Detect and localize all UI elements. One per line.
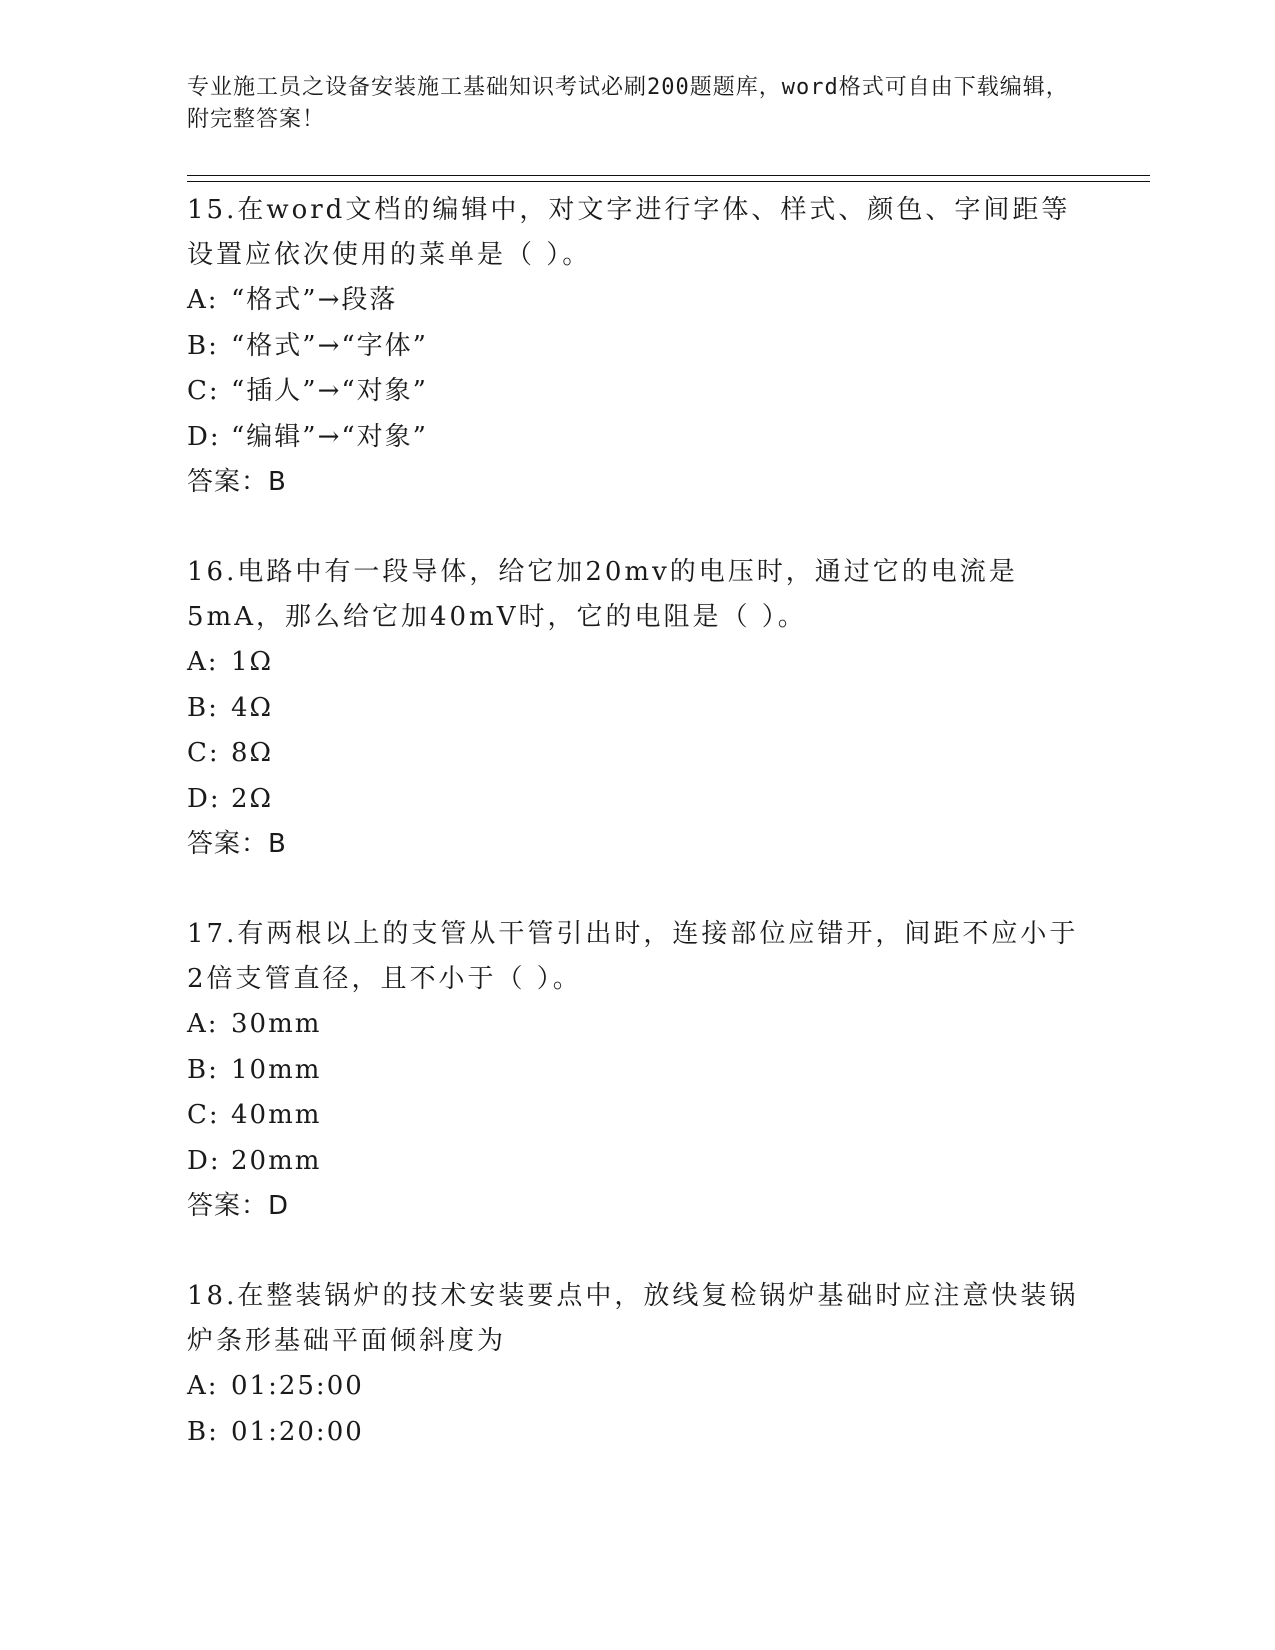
- question-text: 18.在整装锅炉的技术安装要点中，放线复检锅炉基础时应注意快装锅炉条形基础平面倾斜度为: [187, 1281, 1079, 1356]
- document-title: 专业施工员之设备安装施工基础知识考试必刷200题题库，word格式可自由下载编辑，附完整答案！: [187, 75, 1069, 132]
- header-divider-bottom: [187, 181, 1150, 182]
- option-letter: A:: [187, 1371, 219, 1401]
- option-c: [187, 731, 1087, 777]
- option-b: [187, 1410, 1087, 1456]
- option-b: [187, 324, 1087, 370]
- option-letter: B:: [187, 1054, 219, 1085]
- answer-line: 答案：D: [187, 1191, 290, 1221]
- option-text: “格式”→“字体”: [231, 330, 428, 361]
- option-text: 8Ω: [231, 738, 274, 768]
- question-15: [187, 188, 1087, 505]
- option-text: 10mm: [231, 1054, 322, 1085]
- option-d: [187, 1139, 1087, 1185]
- option-a: [187, 1002, 1087, 1048]
- option-letter: D:: [187, 421, 221, 452]
- option-c: [187, 369, 1087, 415]
- question-list: [187, 188, 1087, 1455]
- option-text: “格式”→段落: [231, 285, 398, 315]
- option-d: [187, 777, 1087, 823]
- option-text: “编辑”→“对象”: [231, 421, 428, 452]
- option-b: [187, 1048, 1087, 1094]
- option-letter: B:: [187, 330, 219, 361]
- option-text: 30mm: [231, 1009, 322, 1039]
- question-text: 16.电路中有一段导体，给它加20mv的电压时，通过它的电流是5mA，那么给它加40mV时，它的电阻是（ ）。: [187, 557, 1018, 632]
- option-letter: C:: [187, 738, 220, 768]
- option-a: [187, 278, 1087, 324]
- option-text: 01:25:00: [231, 1371, 364, 1401]
- option-a: [187, 1364, 1087, 1410]
- option-text: 01:20:00: [231, 1416, 364, 1447]
- question-spacer: [187, 505, 1087, 550]
- option-letter: B:: [187, 692, 219, 723]
- option-text: 20mm: [231, 1145, 322, 1176]
- question-spacer: [187, 867, 1087, 912]
- question-18: [187, 1274, 1087, 1455]
- answer-line: 答案：B: [187, 829, 287, 859]
- question-text: 15.在word文档的编辑中，对文字进行字体、样式、颜色、字间距等设置应依次使用的菜单是（ ）。: [187, 195, 1071, 270]
- option-text: 40mm: [231, 1100, 322, 1130]
- option-text: 4Ω: [231, 692, 274, 723]
- option-d: [187, 415, 1087, 461]
- answer-line: 答案：B: [187, 467, 287, 497]
- option-a: [187, 640, 1087, 686]
- option-letter: A:: [187, 647, 219, 677]
- option-letter: A:: [187, 1009, 219, 1039]
- header-divider-top: [187, 175, 1150, 176]
- question-spacer: [187, 1229, 1087, 1274]
- option-c: [187, 1093, 1087, 1139]
- option-b: [187, 686, 1087, 732]
- question-text: 17.有两根以上的支管从干管引出时，连接部位应错开，间距不应小于2倍支管直径，且不小于（ ）。: [187, 919, 1079, 994]
- option-letter: D:: [187, 783, 221, 814]
- question-17: [187, 912, 1087, 1229]
- option-letter: A:: [187, 285, 219, 315]
- option-letter: C:: [187, 1100, 220, 1130]
- option-text: 1Ω: [231, 647, 274, 677]
- option-text: 2Ω: [231, 783, 274, 814]
- option-text: “插人”→“对象”: [231, 376, 428, 406]
- option-letter: D:: [187, 1145, 221, 1176]
- question-16: [187, 550, 1087, 867]
- option-letter: B:: [187, 1416, 219, 1447]
- option-letter: C:: [187, 376, 220, 406]
